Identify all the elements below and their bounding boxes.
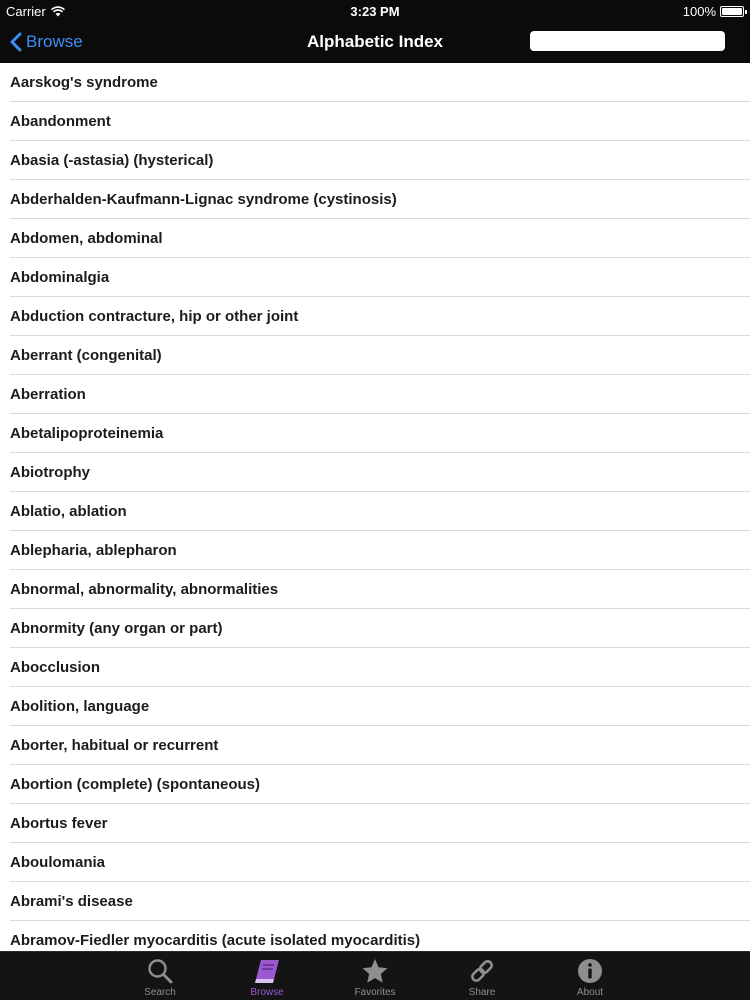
list-item[interactable]: Abetalipoproteinemia <box>0 414 750 453</box>
list-item[interactable]: Abdominalgia <box>0 258 750 297</box>
list-item[interactable]: Abduction contracture, hip or other joint <box>0 297 750 336</box>
search-icon <box>146 957 174 985</box>
list-item[interactable]: Abasia (-astasia) (hysterical) <box>0 141 750 180</box>
list-item[interactable]: Abiotrophy <box>0 453 750 492</box>
alphabetic-index-list[interactable] <box>0 63 750 951</box>
tab-search[interactable] <box>120 952 200 1001</box>
battery-level-fill <box>722 8 742 15</box>
battery-icon <box>720 6 744 17</box>
search-input[interactable] <box>530 31 725 51</box>
list-item[interactable]: Aberrant (congenital) <box>0 336 750 375</box>
list-item[interactable]: Abandonment <box>0 102 750 141</box>
book-icon <box>253 957 281 985</box>
list-item[interactable]: Abortion (complete) (spontaneous) <box>0 765 750 804</box>
list-item[interactable]: Aberration <box>0 375 750 414</box>
list-item[interactable]: Abnormal, abnormality, abnormalities <box>0 570 750 609</box>
status-bar <box>0 0 750 22</box>
back-button-label: Browse <box>26 32 83 51</box>
tab-favorites-label: Favorites <box>354 987 396 998</box>
list-item[interactable]: Abramov-Fiedler myocarditis (acute isolated myocarditis) <box>0 921 750 951</box>
battery-indicator <box>683 4 744 19</box>
tab-share[interactable] <box>442 952 522 1001</box>
list-item[interactable]: Ablepharia, ablepharon <box>0 531 750 570</box>
tab-browse-label: Browse <box>250 987 284 998</box>
tab-favorites[interactable] <box>335 952 415 1001</box>
tab-about-label: About <box>576 987 604 998</box>
info-icon <box>576 957 604 985</box>
carrier-label: Carrier <box>6 4 46 19</box>
list-item[interactable]: Abnormity (any organ or part) <box>0 609 750 648</box>
chevron-left-icon <box>10 32 22 52</box>
navigation-bar <box>0 22 750 63</box>
star-icon <box>361 957 389 985</box>
list-item[interactable]: Abolition, language <box>0 687 750 726</box>
list-item[interactable]: Abderhalden-Kaufmann-Lignac syndrome (cystinosis) <box>0 180 750 219</box>
tab-search-label: Search <box>144 987 176 998</box>
list-item[interactable]: Abrami's disease <box>0 882 750 921</box>
page-title: Alphabetic Index <box>306 32 444 51</box>
battery-percent: 100% <box>682 4 716 19</box>
back-button[interactable] <box>10 30 83 54</box>
list-item[interactable]: Aboulomania <box>0 843 750 882</box>
tab-browse[interactable] <box>227 952 307 1001</box>
tab-share-label: Share <box>468 987 496 998</box>
link-icon <box>468 957 496 985</box>
tab-about[interactable] <box>550 952 630 1001</box>
list-item[interactable]: Abdomen, abdominal <box>0 219 750 258</box>
list-item[interactable]: Abocclusion <box>0 648 750 687</box>
status-time: 3:23 PM <box>350 4 400 19</box>
list-item[interactable]: Aarskog's syndrome <box>0 63 750 102</box>
tab-bar <box>0 951 750 1000</box>
list-item[interactable]: Abortus fever <box>0 804 750 843</box>
list-item[interactable]: Aborter, habitual or recurrent <box>0 726 750 765</box>
list-item[interactable]: Ablatio, ablation <box>0 492 750 531</box>
